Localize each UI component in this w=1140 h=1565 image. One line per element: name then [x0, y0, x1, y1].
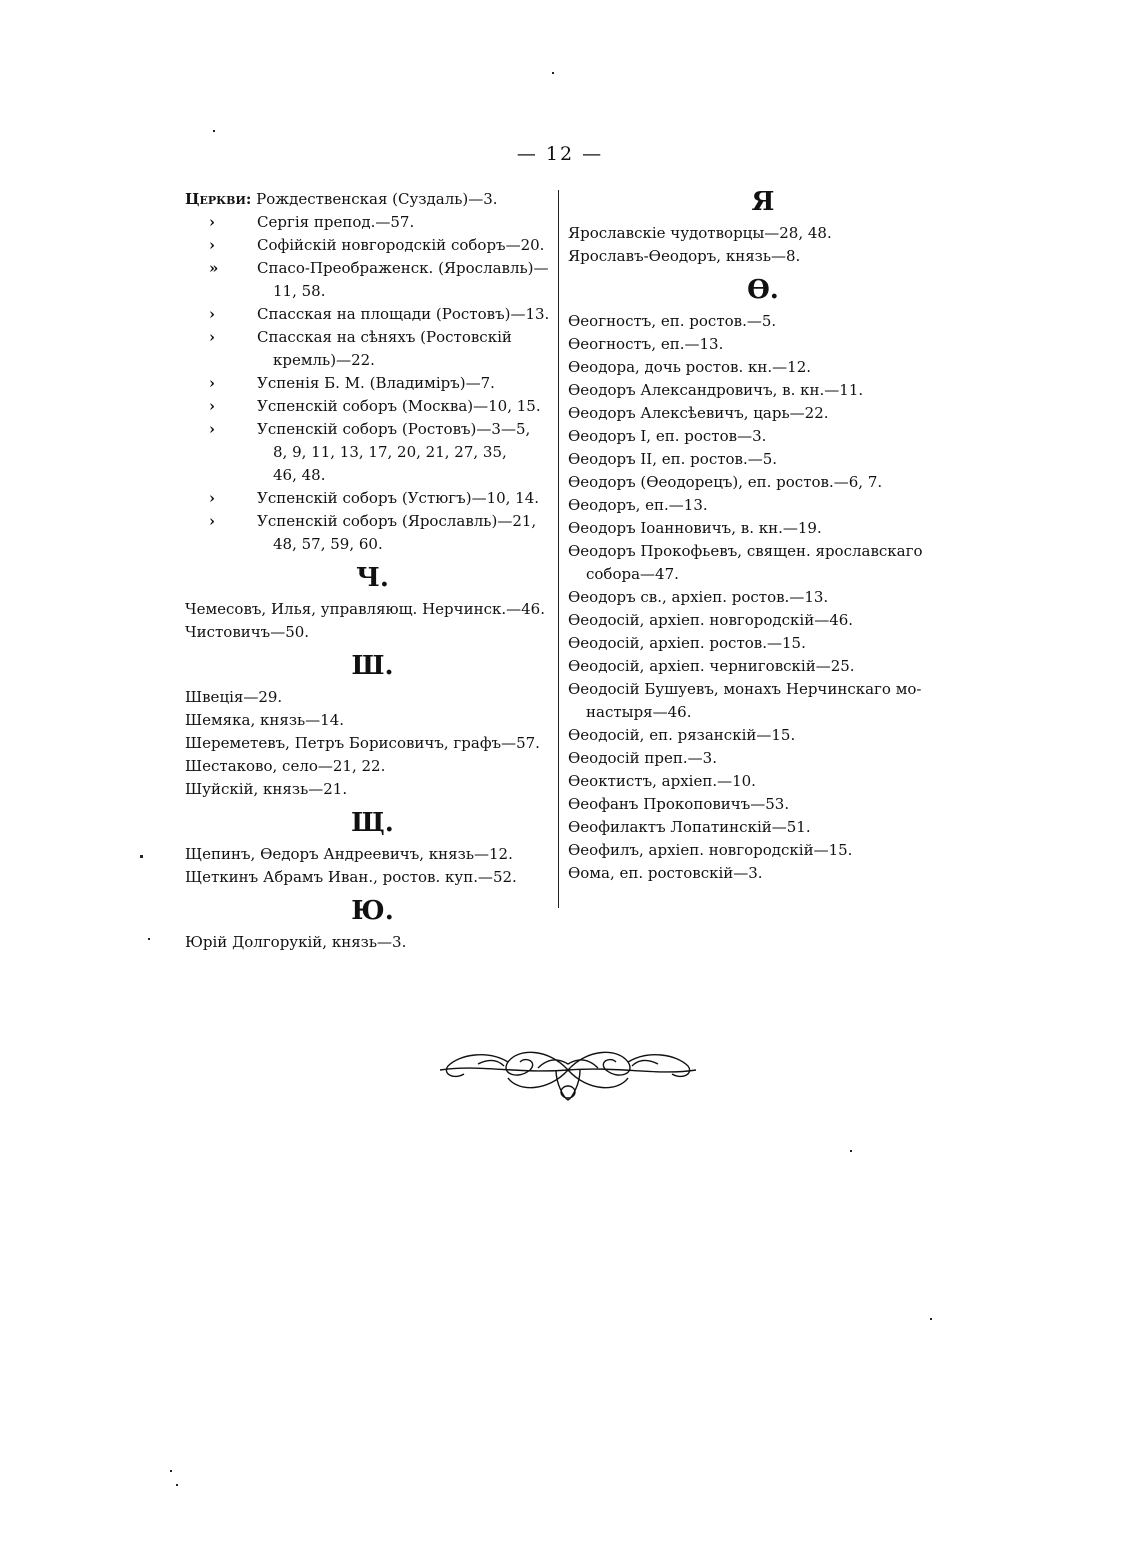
index-entry-continuation: 8, 9, 11, 13, 17, 20, 21, 27, 35, [273, 443, 507, 461]
index-entry-continuation: 11, 58. [273, 282, 326, 300]
index-entry: Ѳеодоръ, еп.—13. [568, 496, 708, 514]
index-entry: Ѳеодосій преп.—3. [568, 749, 717, 767]
index-entry: Щепинъ, Ѳедоръ Андреевичъ, князь—12. [185, 845, 513, 863]
index-entry: › Спасская на сѣняхъ (Ростовскій [185, 326, 560, 349]
ditto-mark: › [209, 397, 215, 415]
index-entry: Ярославъ-Ѳеодоръ, князь—8. [568, 247, 801, 265]
index-entry: Шуйскій, князь—21. [185, 780, 348, 798]
index-entry: Ѳеодосій, еп. рязанскій—15. [568, 726, 796, 744]
index-entry: › Успенскій соборъ (Ярославль)—21, [185, 510, 560, 533]
index-entry: Ярославскіе чудотворцы—28, 48. [568, 224, 832, 242]
scan-speck [176, 1484, 178, 1486]
index-entry: › Софійскій новгородскій соборъ—20. [185, 234, 560, 257]
ditto-mark: › [209, 305, 215, 323]
section-letter-yu: Ю. [351, 896, 394, 926]
index-entry: Юрій Долгорукій, князь—3. [185, 933, 407, 951]
left-column [185, 188, 560, 954]
section-letter-che: Ч. [356, 563, 389, 593]
index-entry: › Успенія Б. М. (Владиміръ)—7. [185, 372, 560, 395]
index-entry: Чемесовъ, Илья, управляющ. Нерчинск.—46. [185, 600, 545, 618]
ditto-mark: › [209, 328, 215, 346]
index-entry: Ѳеодоръ I, еп. ростов—3. [568, 427, 767, 445]
index-entry-continuation: 46, 48. [273, 466, 326, 484]
index-entry: Ѳеогностъ, еп. ростов.—5. [568, 312, 777, 330]
ditto-mark: › [209, 213, 215, 231]
index-entry: Ѳеодора, дочь ростов. кн.—12. [568, 358, 812, 376]
index-entry-continuation: кремль)—22. [273, 351, 375, 369]
index-entry: Швеція—29. [185, 688, 283, 706]
ditto-mark: » [209, 259, 219, 277]
index-entry: Ѳеофилъ, архіеп. новгородскій—15. [568, 841, 853, 859]
section-letter-fita: Ѳ. [747, 275, 779, 305]
index-entry: Ѳома, еп. ростовскій—3. [568, 864, 763, 882]
scan-speck [552, 72, 554, 74]
index-entry: Ѳеогностъ, еп.—13. [568, 335, 724, 353]
index-entry-continuation: собора—47. [586, 565, 679, 583]
right-column [568, 188, 958, 885]
index-entry: › Успенскій соборъ (Москва)—10, 15. [185, 395, 560, 418]
index-entry: Ѳеодоръ Іоанновичъ, в. кн.—19. [568, 519, 822, 537]
index-entry: Шемяка, князь—14. [185, 711, 345, 729]
decorative-flourish-icon [438, 1040, 698, 1102]
index-entry: Ѳеодоръ Алексѣевичъ, царь—22. [568, 404, 829, 422]
index-entry: › Сергія препод.—57. [185, 211, 560, 234]
ditto-mark: › [209, 420, 215, 438]
section-letter-shcha: Щ. [351, 808, 394, 838]
ditto-mark: › [209, 512, 215, 530]
scan-speck [850, 1150, 852, 1152]
index-entry: Щеткинъ Абрамъ Иван., ростов. куп.—52. [185, 868, 517, 886]
entry-heading-churches: Церкви: [185, 190, 252, 208]
index-entry: Чистовичъ—50. [185, 623, 310, 641]
scan-speck [930, 1318, 932, 1320]
index-entry-continuation: 48, 57, 59, 60. [273, 535, 383, 553]
index-entry: Шестаково, село—21, 22. [185, 757, 386, 775]
index-entry-continuation: настыря—46. [586, 703, 692, 721]
index-entry: Церкви: Рождественская (Суздаль)—3. [185, 190, 498, 208]
scan-speck [148, 938, 150, 940]
index-entry: Ѳеодосій Бушуевъ, монахъ Нерчинскаго мо- [568, 680, 922, 698]
index-entry: Ѳеодоръ (Ѳеодорецъ), еп. ростов.—6, 7. [568, 473, 883, 491]
ditto-mark: › [209, 374, 215, 392]
index-entry: › Успенскій соборъ (Устюгъ)—10, 14. [185, 487, 560, 510]
index-entry: Ѳеодоръ св., архіеп. ростов.—13. [568, 588, 829, 606]
index-entry: Ѳеодоръ II, еп. ростов.—5. [568, 450, 778, 468]
index-entry: Ѳеодоръ Прокофьевъ, священ. ярославскаго [568, 542, 923, 560]
index-entry: › Успенскій соборъ (Ростовъ)—3—5, [185, 418, 560, 441]
index-entry: Ѳеофанъ Прокоповичъ—53. [568, 795, 790, 813]
ditto-mark: › [209, 489, 215, 507]
index-entry: Ѳеодосій, архіеп. черниговскій—25. [568, 657, 855, 675]
index-entry: Ѳеодоръ Александровичъ, в. кн.—11. [568, 381, 864, 399]
section-letter-ya: Я [751, 187, 775, 217]
index-entry: Ѳеофилактъ Лопатинскій—51. [568, 818, 811, 836]
scan-speck [140, 855, 143, 858]
index-entry: Ѳеодосій, архіеп. новгородскій—46. [568, 611, 854, 629]
index-entry: » Спасо-Преображенск. (Ярославль)— [185, 257, 560, 280]
section-letter-sha: Ш. [351, 651, 394, 681]
index-entry: Шереметевъ, Петръ Борисовичъ, графъ—57. [185, 734, 540, 752]
index-entry: Ѳеодосій, архіеп. ростов.—15. [568, 634, 806, 652]
index-entry: › Спасская на площади (Ростовъ)—13. [185, 303, 560, 326]
index-entry: Ѳеоктистъ, архіеп.—10. [568, 772, 756, 790]
ditto-mark: › [209, 236, 215, 254]
scan-speck [213, 130, 215, 132]
scan-speck [170, 1470, 172, 1472]
page-number: — 12 — [516, 143, 604, 165]
